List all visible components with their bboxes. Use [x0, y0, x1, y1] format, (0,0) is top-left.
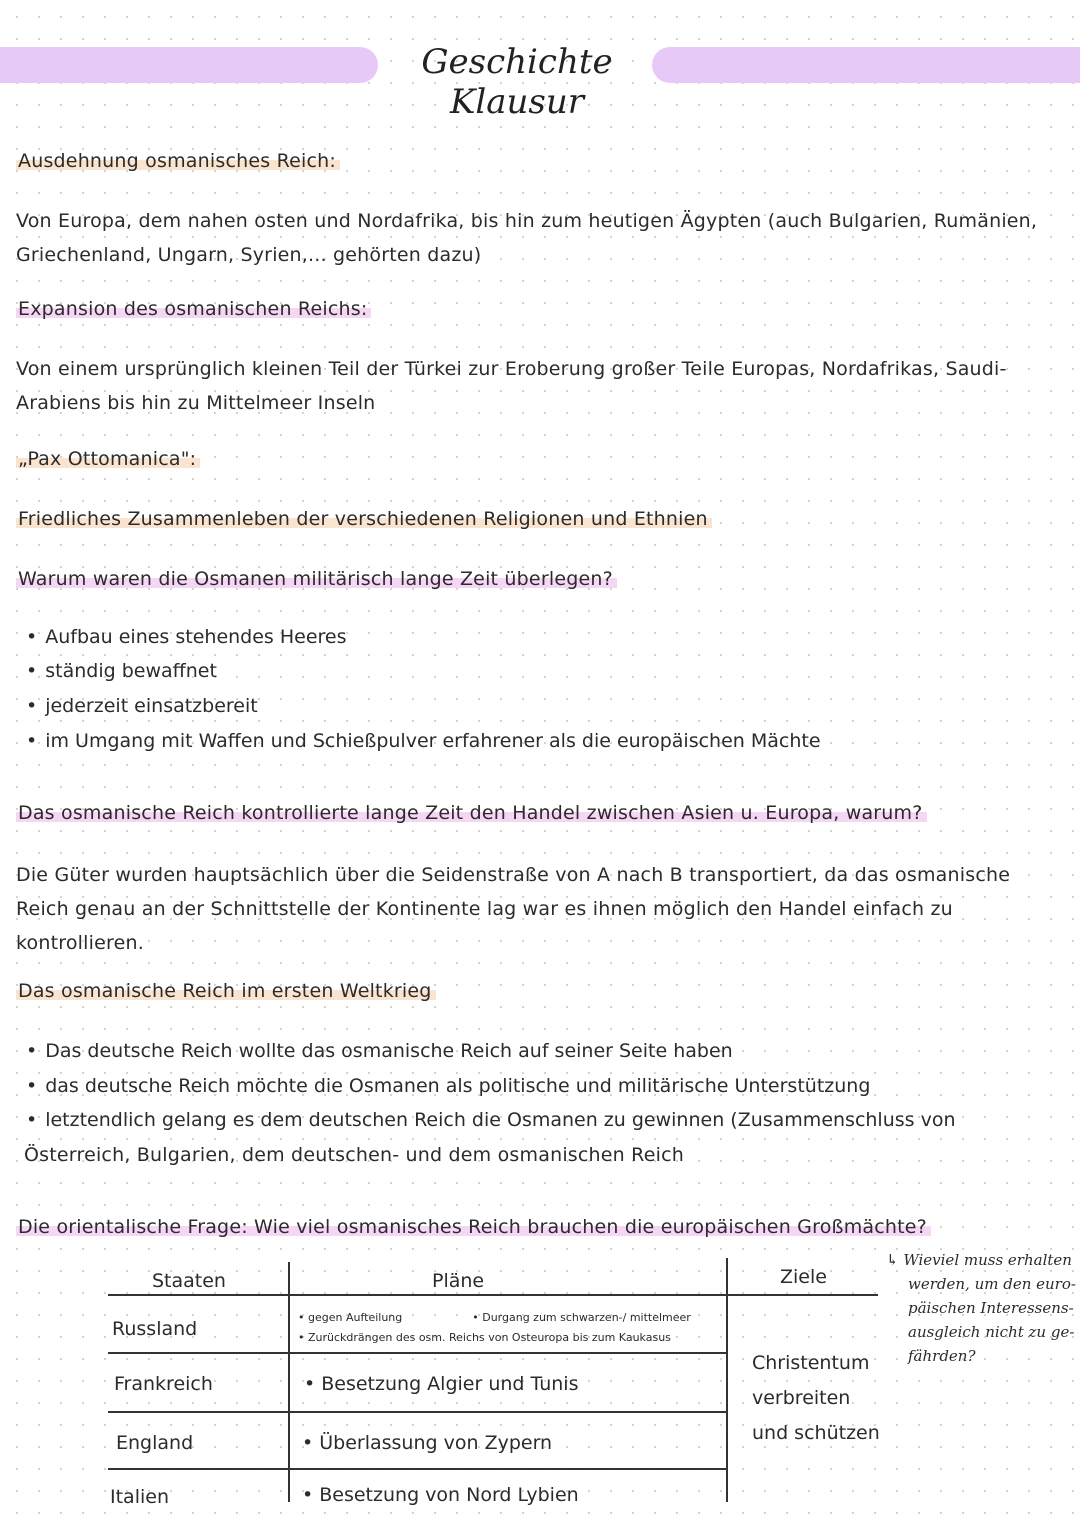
header-plaene: Pläne: [432, 1270, 485, 1292]
states-table: [108, 1258, 880, 1513]
bullet-item: • Das deutsche Reich wollte das osmanische Reich auf seiner Seite haben: [26, 1040, 733, 1062]
row-plan-russland: • gegen Aufteilung • Durgang zum schwarzen-/ mittelmeer • Zurückdrängen des osm. Reichs von Osteuropa bis zum Kaukasus: [298, 1311, 691, 1344]
row-staat: Russland: [112, 1318, 198, 1340]
heading-orient: Die orientalische Frage: Wie viel osmanisches Reich brauchen die europäischen Großmächte?: [16, 1216, 931, 1238]
header-ziele: Ziele: [780, 1266, 827, 1288]
heading-handel: Das osmanische Reich kontrollierte lange Zeit den Handel zwischen Asien u. Europa, warum?: [16, 802, 927, 824]
ziele-text: Christentum verbreiten und schützen: [752, 1352, 880, 1444]
heading-militaer: Warum waren die Osmanen militärisch lange Zeit überlegen?: [16, 568, 617, 590]
text-line: Von Europa, dem nahen osten und Nordafrika, bis hin zum heutigen Ägypten (auch Bulgarien, Rumänien,: [16, 210, 1038, 232]
text-line: Griechenland, Ungarn, Syrien,... gehörten dazu): [16, 244, 482, 266]
bullet-item: • Aufbau eines stehendes Heeres: [26, 626, 347, 648]
text-line: Österreich, Bulgarien, dem deutschen- und dem osmanischen Reich: [24, 1144, 684, 1166]
text-line: Die Güter wurden hauptsächlich über die Seidenstraße von A nach B transportiert, da das osmanische: [16, 864, 1011, 886]
bullet-item: • letztendlich gelang es dem deutschen Reich die Osmanen zu gewinnen (Zusammenschluss von: [26, 1109, 956, 1131]
heading-pax: „Pax Ottomanica":: [16, 448, 200, 470]
pax-text: Friedliches Zusammenleben der verschiedenen Religionen und Ethnien: [16, 508, 712, 530]
title-banner-left: [0, 47, 378, 83]
row-staat: England: [116, 1432, 194, 1454]
text-line: kontrollieren.: [16, 932, 144, 954]
text-line: Reich genau an der Schnittstelle der Kontinente lag war es ihnen möglich den Handel einfach zu: [16, 898, 953, 920]
page-title: Geschichte Klausur: [421, 42, 613, 122]
text-line: Von einem ursprünglich kleinen Teil der Türkei zur Eroberung großer Teile Europas, Nordafrikas, Saudi-: [16, 358, 1007, 380]
row-plan: • Besetzung von Nord Lybien: [302, 1484, 579, 1506]
title-banner-right: [652, 47, 1080, 83]
row-plan: • Besetzung Algier und Tunis: [304, 1373, 579, 1395]
heading-ausdehnung: Ausdehnung osmanisches Reich:: [16, 150, 340, 172]
bullet-item: • ständig bewaffnet: [26, 660, 217, 682]
bullet-item: • jederzeit einsatzbereit: [26, 695, 258, 717]
text-line: Arabiens bis hin zu Mittelmeer Inseln: [16, 392, 376, 414]
side-note: ↳ Wieviel muss erhalten werden, um den euro- päischen Interessens- ausgleich nicht zu ge- fährden?: [886, 1251, 1076, 1365]
bullet-item: • das deutsche Reich möchte die Osmanen als politische und militärische Unterstützung: [26, 1075, 870, 1097]
row-staat: Frankreich: [114, 1373, 213, 1395]
row-plan: • Überlassung von Zypern: [302, 1432, 553, 1454]
bullet-item: • im Umgang mit Waffen und Schießpulver erfahrener als die europäischen Mächte: [26, 730, 821, 752]
heading-expansion: Expansion des osmanischen Reichs:: [16, 298, 371, 320]
heading-weltkrieg: Das osmanische Reich im ersten Weltkrieg: [16, 980, 436, 1002]
row-staat: Italien: [110, 1486, 169, 1508]
header-staaten: Staaten: [152, 1270, 226, 1292]
